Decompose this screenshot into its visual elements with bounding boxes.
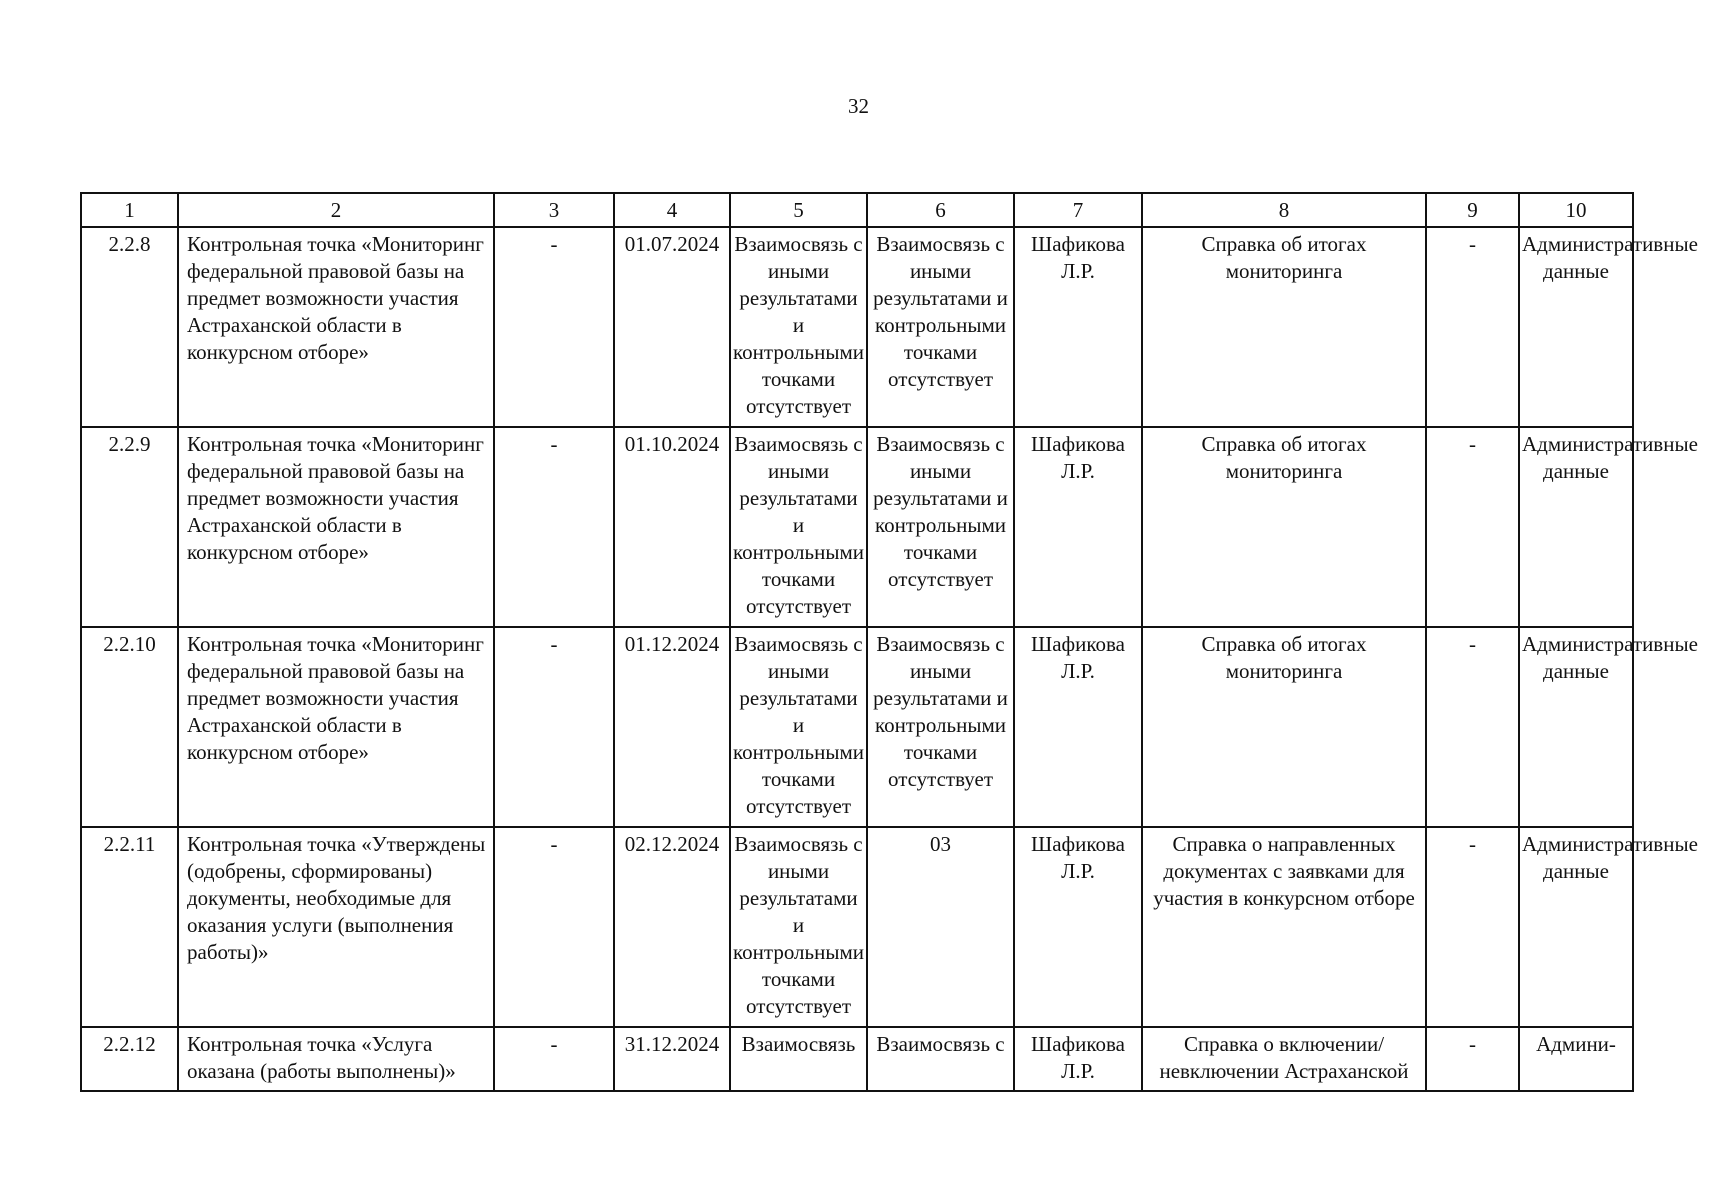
cell-col9: - — [1426, 427, 1519, 627]
control-point-name: Контрольная точка «Мониторинг федеральной правовой базы на предмет возможности участия Астраханской области в конкурсном отборе» — [178, 627, 494, 827]
deadline-date: 02.12.2024 — [614, 827, 730, 1027]
row-number: 2.2.9 — [81, 427, 178, 627]
confirming-document: Справка об итогах мониторинга — [1142, 627, 1426, 827]
control-point-name: Контрольная точка «Мониторинг федеральной правовой базы на предмет возможности участия Астраханской области в конкурсном отборе» — [178, 427, 494, 627]
page-number: 32 — [848, 94, 869, 118]
relation-cell: Взаимосвязь с иными результатами и контрольными точками отсутствует — [730, 227, 867, 427]
table-row — [81, 427, 1633, 627]
data-source: Административные данные — [1519, 427, 1633, 627]
responsible-person: Шафикова Л.Р. — [1014, 427, 1142, 627]
confirming-document: Справка о направленных документах с заявками для участия в конкурсном отборе — [1142, 827, 1426, 1027]
header-cell: 7 — [1014, 193, 1142, 227]
confirming-document: Справка о включении/ невключении Астраханской — [1142, 1027, 1426, 1091]
deadline-date: 01.10.2024 — [614, 427, 730, 627]
cell-col9: - — [1426, 227, 1519, 427]
cell-col3: - — [494, 827, 614, 1027]
cell-col9: - — [1426, 627, 1519, 827]
responsible-person: Шафикова Л.Р. — [1014, 1027, 1142, 1091]
table-row — [81, 1027, 1633, 1091]
cell-col3: - — [494, 427, 614, 627]
header-cell: 3 — [494, 193, 614, 227]
control-point-name: Контрольная точка «Мониторинг федеральной правовой базы на предмет возможности участия Астраханской области в конкурсном отборе» — [178, 227, 494, 427]
header-row — [81, 193, 1633, 227]
relation-cell: Взаимосвязь с иными результатами и контрольными точками отсутствует — [867, 427, 1014, 627]
header-cell: 4 — [614, 193, 730, 227]
relation-cell: Взаимосвязь — [730, 1027, 867, 1091]
confirming-document: Справка об итогах мониторинга — [1142, 427, 1426, 627]
header-cell: 9 — [1426, 193, 1519, 227]
relation-cell: 03 — [867, 827, 1014, 1027]
header-cell: 2 — [178, 193, 494, 227]
control-point-name: Контрольная точка «Услуга оказана (работы выполнены)» — [178, 1027, 494, 1091]
data-source: Админи- — [1519, 1027, 1633, 1091]
confirming-document: Справка об итогах мониторинга — [1142, 227, 1426, 427]
deadline-date: 01.07.2024 — [614, 227, 730, 427]
row-number: 2.2.12 — [81, 1027, 178, 1091]
relation-cell: Взаимосвязь с иными результатами и контрольными точками отсутствует — [730, 627, 867, 827]
header-cell: 1 — [81, 193, 178, 227]
relation-cell: Взаимосвязь с иными результатами и контрольными точками отсутствует — [867, 227, 1014, 427]
relation-cell: Взаимосвязь с иными результатами и контрольными точками отсутствует — [730, 427, 867, 627]
deadline-date: 31.12.2024 — [614, 1027, 730, 1091]
data-source: Административные данные — [1519, 227, 1633, 427]
control-points-table — [80, 192, 1698, 1092]
relation-cell: Взаимосвязь с иными результатами и контрольными точками отсутствует — [730, 827, 867, 1027]
header-cell: 6 — [867, 193, 1014, 227]
row-number: 2.2.8 — [81, 227, 178, 427]
cell-col3: - — [494, 627, 614, 827]
cell-col3: - — [494, 227, 614, 427]
row-number: 2.2.10 — [81, 627, 178, 827]
relation-cell: Взаимосвязь с иными результатами и контрольными точками отсутствует — [867, 627, 1014, 827]
responsible-person: Шафикова Л.Р. — [1014, 227, 1142, 427]
responsible-person: Шафикова Л.Р. — [1014, 627, 1142, 827]
table-row — [81, 227, 1633, 427]
cell-col9: - — [1426, 827, 1519, 1027]
table-row — [81, 827, 1633, 1027]
table-row — [81, 627, 1633, 827]
cell-col3: - — [494, 1027, 614, 1091]
relation-cell: Взаимосвязь с — [867, 1027, 1014, 1091]
data-source: Административные данные — [1519, 627, 1633, 827]
row-number: 2.2.11 — [81, 827, 178, 1027]
responsible-person: Шафикова Л.Р. — [1014, 827, 1142, 1027]
header-cell: 10 — [1519, 193, 1633, 227]
header-cell: 8 — [1142, 193, 1426, 227]
deadline-date: 01.12.2024 — [614, 627, 730, 827]
cell-col9: - — [1426, 1027, 1519, 1091]
control-point-name: Контрольная точка «Утверждены (одобрены, сформированы) документы, необходимые для оказания услуги (выполнения работы)» — [178, 827, 494, 1027]
header-cell: 5 — [730, 193, 867, 227]
data-source: Административные данные — [1519, 827, 1633, 1027]
